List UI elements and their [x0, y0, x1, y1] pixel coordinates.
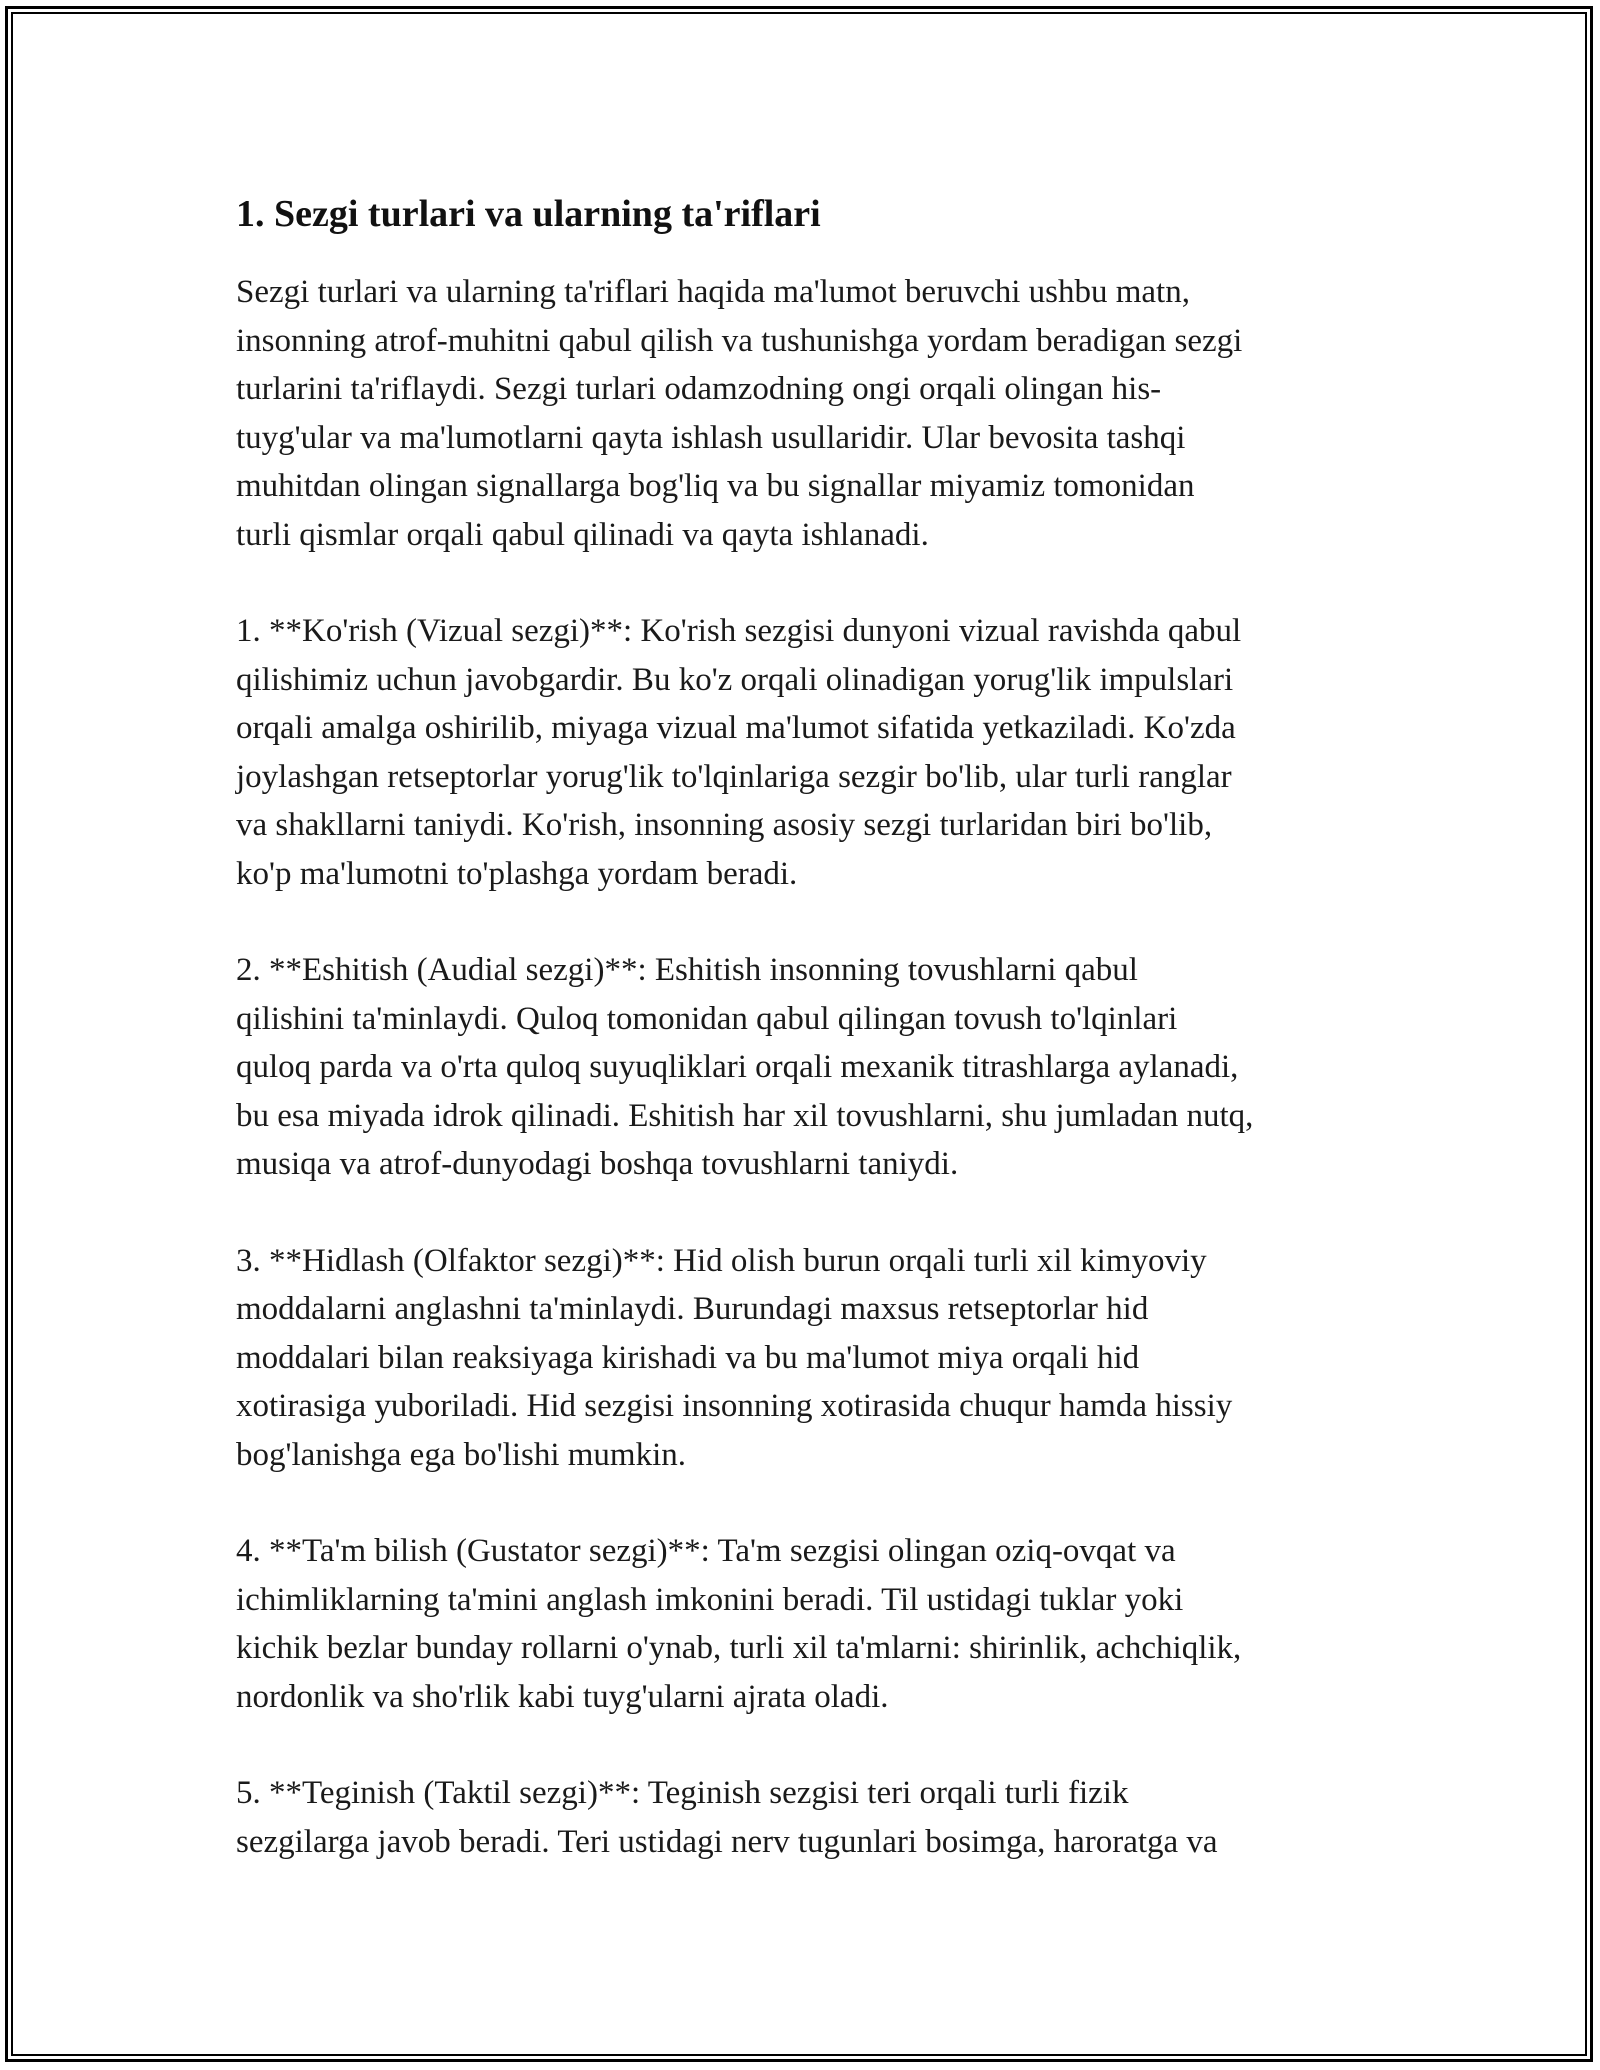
text-line: ichimliklarning ta'mini anglash imkonini beradi. Til ustidagi tuklar yoki	[236, 1581, 1184, 1618]
text-line: va shakllarni taniydi. Ko'rish, insonning asosiy sezgi turlaridan biri bo'lib,	[236, 807, 1213, 843]
text-line: ko'p ma'lumotni to'plashga yordam beradi.	[236, 855, 798, 892]
text-line: bog'lanishga ega bo'lishi mumkin.	[236, 1436, 687, 1473]
text-line: 3. **Hidlash (Olfaktor sezgi)**: Hid olish burun orqali turli xil kimyoviy	[236, 1242, 1207, 1279]
paragraph-smell	[236, 1237, 1386, 1480]
section-heading: 1. Sezgi turlari va ularning ta'riflari	[236, 193, 821, 235]
text-line: Sezgi turlari va ularning ta'riflari haqida ma'lumot beruvchi ushbu matn,	[236, 274, 1190, 310]
text-line: turlarini ta'riflaydi. Sezgi turlari odamzodning ongi orqali olingan his-	[236, 371, 1162, 407]
text-line: xotirasiga yuboriladi. Hid sezgisi insonning xotirasida chuqur hamda hissiy	[236, 1388, 1233, 1424]
intro-paragraph	[236, 268, 1386, 559]
paragraph-vision	[236, 607, 1386, 898]
paragraph-taste	[236, 1527, 1386, 1721]
text-line: insonning atrof-muhitni qabul qilish va tushunishga yordam beradigan sezgi	[236, 322, 1243, 359]
text-line: quloq parda va o'rta quloq suyuqliklari orqali mexanik titrashlarga aylanadi,	[236, 1049, 1239, 1085]
text-line: qilishini ta'minlaydi. Quloq tomonidan qabul qilingan tovush to'lqinlari	[236, 1000, 1178, 1037]
text-line: kichik bezlar bunday rollarni o'ynab, turli xil ta'mlarni: shirinlik, achchiqlik,	[236, 1630, 1242, 1666]
text-line: 5. **Teginish (Taktil sezgi)**: Teginish sezgisi teri orqali turli fizik	[236, 1775, 1129, 1811]
text-line: musiqa va atrof-dunyodagi boshqa tovushlarni taniydi.	[236, 1146, 959, 1182]
paragraph-hearing	[236, 946, 1386, 1189]
text-line: moddalarni anglashni ta'minlaydi. Burundagi maxsus retseptorlar hid	[236, 1291, 1149, 1327]
text-line: moddalari bilan reaksiyaga kirishadi va bu ma'lumot miya orqali hid	[236, 1339, 1140, 1376]
document-body	[236, 188, 1386, 1914]
paragraph-touch	[236, 1769, 1386, 1866]
text-line: 2. **Eshitish (Audial sezgi)**: Eshitish insonning tovushlarni qabul	[236, 952, 1138, 988]
text-line: orqali amalga oshirilib, miyaga vizual ma'lumot sifatida yetkaziladi. Ko'zda	[236, 710, 1236, 746]
text-line: nordonlik va sho'rlik kabi tuyg'ularni ajrata oladi.	[236, 1678, 889, 1715]
text-line: 4. **Ta'm bilish (Gustator sezgi)**: Ta'm sezgisi olingan oziq-ovqat va	[236, 1533, 1176, 1569]
text-line: turli qismlar orqali qabul qilinadi va qayta ishlanadi.	[236, 516, 929, 553]
text-line: qilishimiz uchun javobgardir. Bu ko'z orqali olinadigan yorug'lik impulslari	[236, 661, 1234, 698]
text-line: sezgilarga javob beradi. Teri ustidagi nerv tugunlari bosimga, haroratga va	[236, 1823, 1218, 1860]
text-line: joylashgan retseptorlar yorug'lik to'lqinlariga sezgir bo'lib, ular turli ranglar	[236, 758, 1232, 795]
text-line: muhitdan olingan signallarga bog'liq va bu signallar miyamiz tomonidan	[236, 468, 1195, 504]
text-line: tuyg'ular va ma'lumotlarni qayta ishlash usullaridir. Ular bevosita tashqi	[236, 419, 1186, 456]
text-line: 1. **Ko'rish (Vizual sezgi)**: Ko'rish sezgisi dunyoni vizual ravishda qabul	[236, 613, 1242, 649]
text-line: bu esa miyada idrok qilinadi. Eshitish har xil tovushlarni, shu jumladan nutq,	[236, 1097, 1254, 1134]
